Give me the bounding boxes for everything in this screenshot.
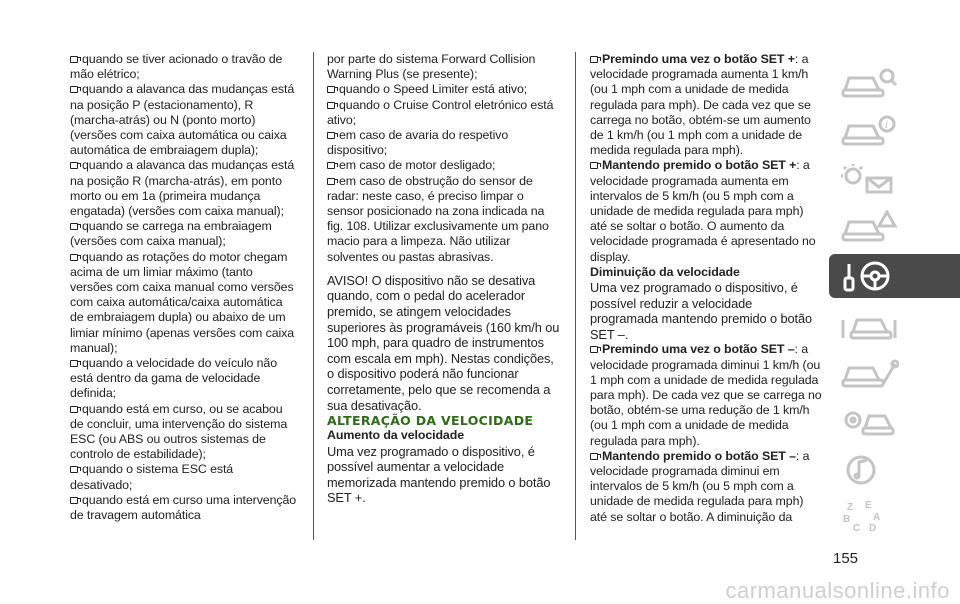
- bullet-icon: [590, 56, 598, 63]
- car-hazard-icon: [839, 308, 899, 342]
- list-item: quando se tiver acionado o travão de mão elétrico;: [70, 52, 283, 82]
- subheading: Diminuição da velocidade: [590, 264, 740, 279]
- bullet-icon: [70, 497, 78, 504]
- column-divider: [575, 52, 576, 540]
- column-2: [327, 52, 563, 506]
- bullet-icon: [590, 346, 598, 353]
- list-item: quando a alavanca das mudanças está na posição P (estacionamento), R (marcha-atrás) ou N (ponto morto) (versões com caixa automática ou caixa automática de embraiagem dupla);: [70, 82, 295, 158]
- list-item: Premindo uma vez o botão SET +: a velocidade programada aumenta 1 km/h (ou 1 mph com a unidade de medida regulada para mph). De cada vez que se carrega no botão, obtém-se um aumento de 1 km/h (ou 1 mph com a unidade de medida regulada para mph).: [590, 52, 811, 158]
- bullet-icon: [70, 360, 78, 367]
- paragraph: Uma vez programado o dispositivo, é possível reduzir a velocidade programada mantendo premido o botão SET –.: [590, 280, 813, 342]
- tab-car-search[interactable]: [829, 62, 960, 104]
- list-item: quando o Cruise Control eletrónico está ativo;: [327, 97, 554, 127]
- subheading: Aumento da velocidade: [327, 428, 464, 443]
- svg-text:B: B: [843, 514, 851, 525]
- car-service-icon: [839, 356, 899, 390]
- tab-gear-car[interactable]: [829, 400, 960, 442]
- tab-music-nav[interactable]: [829, 448, 960, 490]
- section-heading: ALTERAÇÃO DA VELOCIDADE: [327, 413, 534, 429]
- page-number: 155: [833, 550, 859, 567]
- column-divider: [313, 52, 314, 540]
- tab-car-warning[interactable]: [829, 206, 960, 248]
- list-item: em caso de motor desligado;: [327, 158, 563, 173]
- list-item: quando a alavanca das mudanças está na posição R (marcha-atrás), em ponto morto ou em 1a (primeira mudança engatada) (versões com caixa manual);: [70, 158, 295, 219]
- bullet-icon: [70, 223, 78, 230]
- bullet-icon: [327, 132, 335, 139]
- music-nav-icon: [839, 452, 899, 486]
- list-item: quando as rotações do motor chegam acima de um limiar máximo (tanto versões com caixa manual como versões com caixa automática/caixa automática de embraiagem dupla) ou abaixo de um limiar mínimo (apenas versões com caixa manual);: [70, 249, 295, 355]
- bullet-icon: [70, 466, 78, 473]
- column-3: [590, 52, 822, 525]
- svg-text:A: A: [873, 512, 881, 523]
- tab-key-steering-wheel[interactable]: [829, 254, 960, 298]
- list-item: quando o sistema ESC está desativado;: [70, 462, 234, 492]
- bullet-icon: [590, 162, 598, 169]
- list-item: quando está em curso, ou se acabou de concluir, uma intervenção do sistema ESC (ou ABS ou outros sistemas de controlo de estabilidade);: [70, 401, 288, 462]
- key-steering-wheel-icon: [839, 258, 899, 294]
- tab-car-service[interactable]: [829, 352, 960, 394]
- alphabet-index-icon: [839, 500, 899, 534]
- bullet-icon: [70, 86, 78, 93]
- watermark: carmanualsonline.info: [725, 578, 950, 603]
- bullet-icon: [327, 86, 335, 93]
- warning-paragraph: AVISO! O dispositivo não se desativa quando, com o pedal do acelerador premido, se atingem velocidades superiores às programáveis (160 km/h ou 100 mph, para quadro de instrumentos com escala em mph). Nestas condições, o dispositivo poderá não funcionar corretamente, pelo que se recomenda a sua desativação.: [327, 272, 560, 413]
- svg-text:i: i: [885, 120, 889, 131]
- svg-text:C: C: [853, 523, 861, 534]
- bullet-icon: [327, 178, 335, 185]
- bullet-icon: [70, 406, 78, 413]
- bullet-icon: [327, 162, 335, 169]
- list-item: quando o Speed Limiter está ativo;: [327, 82, 563, 97]
- list-item: Premindo uma vez o botão SET –: a velocidade programada diminui 1 km/h (ou 1 mph com a unidade de medida regulada para mph). De cada vez que se carrega no botão, obtém-se uma redução de 1 km/h (ou 1 mph com a unidade de medida regulada para mph).: [590, 342, 822, 448]
- list-item: Mantendo premido o botão SET –: a velocidade programada diminui em intervalos de 5 km/h (ou 5 mph com a unidade de medida regulada para mph) até se soltar o botão. A diminuição da: [590, 448, 810, 524]
- list-item: quando está em curso uma intervenção de travagem automática: [70, 492, 297, 523]
- paragraph: Uma vez programado o dispositivo, é possível aumentar a velocidade memorizada mantendo premido o botão SET +.: [327, 443, 551, 506]
- svg-text:D: D: [869, 523, 877, 534]
- lights-message-icon: [839, 162, 899, 196]
- tab-alphabet-index[interactable]: [829, 496, 960, 538]
- tab-car-info[interactable]: [829, 110, 960, 152]
- svg-text:E: E: [865, 500, 872, 511]
- chapter-tabs: [829, 62, 960, 544]
- bullet-icon: [70, 56, 78, 63]
- bullet-icon: [327, 102, 335, 109]
- list-item: em caso de obstrução do sensor de radar: neste caso, é preciso limpar o sensor posicionado na zona indicada na fig. 108. Utilizar exclusivamente um pano macio para a limpeza. Não utilizar solventes ou pastas abrasivas.: [327, 173, 549, 264]
- svg-text:Z: Z: [847, 502, 854, 513]
- list-item: Mantendo premido o botão SET +: a velocidade programada aumenta em intervalos de 5 km/h (ou 5 mph com a unidade de medida regulada para mph) até se soltar o botão. O aumento da velocidade programada é apresentado no display.: [590, 158, 816, 264]
- list-item: quando a velocidade do veículo não está dentro da gama de velocidade definida;: [70, 356, 278, 401]
- list-item: quando se carrega na embraiagem (versões com caixa manual);: [70, 219, 272, 249]
- list-item: em caso de avaria do respetivo dispositivo;: [327, 128, 509, 158]
- car-warning-icon: [839, 210, 899, 244]
- bullet-icon: [70, 254, 78, 261]
- bullet-icon: [590, 453, 598, 460]
- car-search-icon: [839, 66, 899, 100]
- bullet-icon: [70, 162, 78, 169]
- tab-lights-message[interactable]: [829, 158, 960, 200]
- tab-car-hazard[interactable]: [829, 304, 960, 346]
- gear-car-icon: [839, 404, 899, 438]
- paragraph: por parte do sistema Forward Collision Warning Plus (se presente);: [327, 52, 536, 82]
- car-info-icon: [839, 114, 899, 148]
- column-1: [70, 52, 298, 523]
